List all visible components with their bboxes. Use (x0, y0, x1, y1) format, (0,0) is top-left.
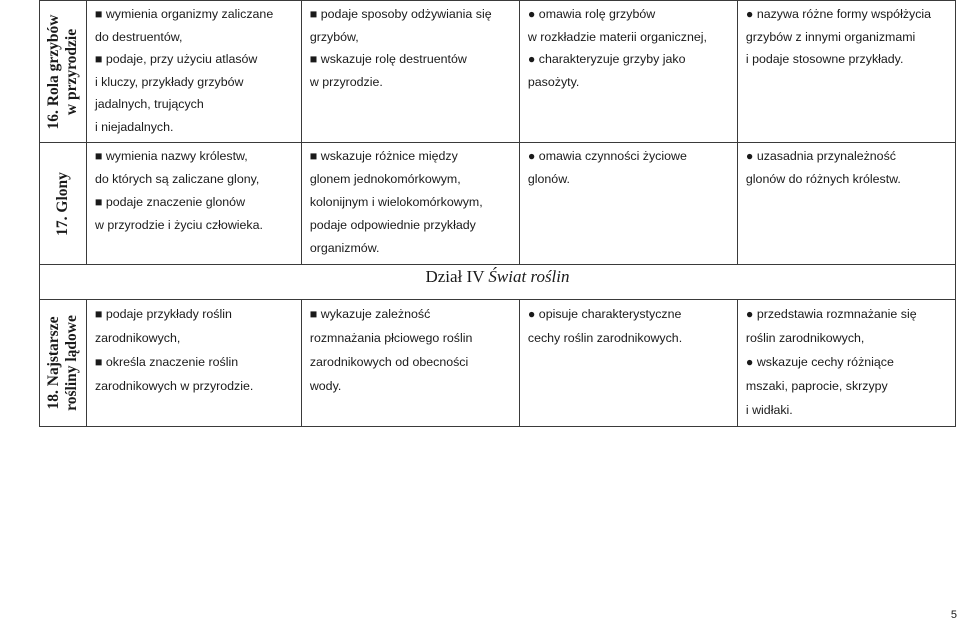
requirement-item: ● opisuje charakterystyczne cechy roślin zarodnikowych. (527, 307, 683, 345)
topic-line: 17. Glony (53, 171, 71, 236)
table-row-16 (40, 1, 956, 143)
requirement-cell (519, 143, 737, 265)
page-number: 5 (950, 609, 957, 621)
table-row-18 (40, 300, 956, 427)
requirement-cell (301, 143, 519, 265)
requirement-cell (86, 143, 301, 265)
requirement-item: ■ podaje znaczenie glonów w przyrodzie i życiu człowieka. (94, 195, 263, 232)
topic-line: 16. Rola grzybów (44, 14, 62, 129)
requirement-cell (737, 143, 955, 265)
section-row (40, 265, 956, 300)
section-heading (425, 267, 569, 286)
requirement-item: ■ wymienia organizmy zaliczane do destruentów, (94, 7, 274, 44)
requirement-item: ● charakteryzuje grzyby jako pasożyty. (527, 52, 686, 89)
requirement-cell (86, 300, 301, 427)
requirement-item: ■ podaje sposoby odżywiania się grzybów, (309, 7, 492, 44)
topic-line: 18. Najstarsze (44, 316, 62, 410)
topic-line: w przyrodzie (62, 28, 80, 115)
topic-cell (40, 300, 87, 427)
requirement-item: ● wskazuje cechy różniące mszaki, paprocie, skrzypy i widłaki. (745, 355, 894, 417)
requirement-item: ● omawia czynności życiowe glonów. (527, 149, 687, 186)
requirement-cell (519, 300, 737, 427)
curriculum-table (39, 0, 956, 427)
topic-line: rośliny lądowe (62, 315, 80, 411)
requirement-item: ■ wskazuje różnice między glonem jednokomórkowym, kolonijnym i wielokomórkowym, podaje odpowiednie przykłady organizmów. (309, 149, 483, 255)
requirement-cell (737, 300, 955, 427)
requirement-cell (86, 1, 301, 143)
section-title: Świat roślin (488, 267, 570, 286)
requirement-cell (519, 1, 737, 143)
topic-cell (40, 143, 87, 265)
requirement-item: ● nazywa różne formy współżycia grzybów z innymi organizmami i podaje stosowne przykłady. (745, 7, 932, 66)
section-prefix: Dział IV (425, 267, 485, 286)
requirement-item: ■ wymienia nazwy królestw, do których są zaliczane glony, (94, 149, 260, 186)
requirement-item: ■ podaje, przy użyciu atlasów i kluczy, przykłady grzybów jadalnych, trujących i niejadalnych. (94, 52, 258, 134)
requirement-item: ● omawia rolę grzybów w rozkładzie materii organicznej, (527, 7, 707, 44)
requirement-cell (737, 1, 955, 143)
requirement-cell (301, 300, 519, 427)
requirement-cell (301, 1, 519, 143)
table-row-17 (40, 143, 956, 265)
section-heading-cell (40, 265, 956, 300)
requirement-item: ● uzasadnia przynależność glonów do różnych królestw. (745, 149, 901, 186)
requirement-item: ■ określa znaczenie roślin zarodnikowych w przyrodzie. (94, 355, 254, 393)
requirement-item: ● przedstawia rozmnażanie się roślin zarodnikowych, (745, 307, 917, 345)
requirement-item: ■ wykazuje zależność rozmnażania płciowego roślin zarodnikowych od obecności wody. (309, 307, 473, 393)
topic-cell (40, 1, 87, 143)
requirement-item: ■ wskazuje rolę destruentów w przyrodzie. (309, 52, 467, 89)
requirement-item: ■ podaje przykłady roślin zarodnikowych, (94, 307, 232, 345)
